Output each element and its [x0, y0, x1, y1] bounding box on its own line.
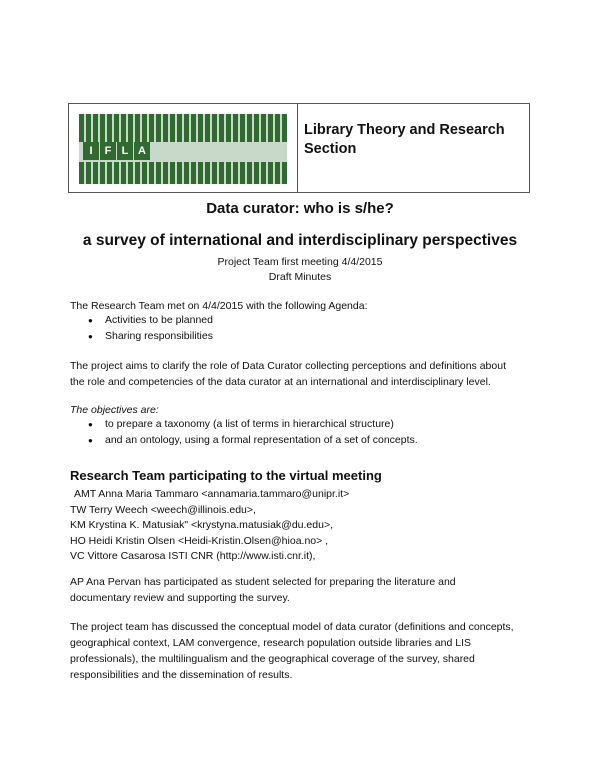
- list-item: ● to prepare a taxonomy (a list of terms in hierarchical structure): [88, 417, 418, 433]
- aim-paragraph: [70, 358, 540, 390]
- discussion-paragraph: [70, 619, 540, 683]
- list-item: ● Activities to be planned: [88, 313, 213, 329]
- team-heading: Research Team participating to the virtual meeting: [70, 468, 382, 483]
- draft-line: Draft Minutes: [268, 271, 332, 283]
- logo-letter: I: [83, 142, 99, 160]
- ap-line: AP Ana Pervan has participated as student selected for preparing the literature and: [70, 576, 456, 588]
- document-subtitle: a survey of international and interdisciplinary perspectives: [82, 232, 518, 249]
- logo-letters: [83, 142, 150, 160]
- ap-line: documentary review and supporting the survey.: [70, 592, 290, 604]
- member-line: VC Vittore Casarosa ISTI CNR (http://www.isti.cnr.it),: [70, 550, 316, 562]
- discussion-line: The project team has discussed the conceptual model of data curator (definitions and concepts,: [70, 621, 514, 633]
- section-title-line1: Library Theory and Research: [304, 122, 505, 138]
- member-line: TW Terry Weech <weech@illinois.edu>,: [70, 503, 256, 516]
- logo-letter: F: [100, 142, 116, 160]
- member-line: HO Heidi Kristin Olsen <Heidi-Kristin.Olsen@hioa.no> ,: [70, 534, 329, 547]
- member-line: KM Krystina K. Matusiak" <krystyna.matusiak@du.edu>,: [70, 519, 333, 531]
- discussion-line: professionals), the multilingualism and the geographical coverage of the survey, shared: [70, 653, 475, 665]
- aim-line: The project aims to clarify the role of Data Curator collecting perceptions and definitions about: [70, 360, 506, 372]
- members-list: [70, 487, 530, 565]
- logo-letter: A: [134, 142, 150, 160]
- section-title-cell: [298, 104, 529, 192]
- section-title-line2: Section: [304, 141, 357, 157]
- discussion-line: responsibilities and the dissemination of results.: [70, 669, 293, 681]
- logo-cell: [69, 104, 298, 192]
- logo-letter: L: [117, 142, 133, 160]
- ifla-logo: [79, 114, 287, 184]
- objectives-list: [88, 417, 418, 448]
- intro-text: The Research Team met on 4/4/2015 with the following Agenda:: [70, 300, 368, 312]
- list-item: ● and an ontology, using a formal representation of a set of concepts.: [88, 433, 418, 449]
- list-item: ● Sharing responsibilities: [88, 329, 213, 345]
- aim-line: the role and competencies of the data curator at an international and interdisciplinary level.: [70, 376, 491, 388]
- meeting-line: Project Team first meeting 4/4/2015: [217, 256, 383, 268]
- header-table: [68, 103, 530, 193]
- ap-paragraph: [70, 574, 540, 606]
- agenda-list: [88, 313, 213, 344]
- objectives-label: The objectives are:: [70, 404, 159, 416]
- discussion-line: geographical context, LAM convergence, research population outside libraries and LIS: [70, 637, 471, 649]
- document-title: Data curator: who is s/he?: [206, 200, 394, 217]
- member-line: AMT Anna Maria Tammaro <annamaria.tammaro@unipr.it>: [74, 488, 350, 500]
